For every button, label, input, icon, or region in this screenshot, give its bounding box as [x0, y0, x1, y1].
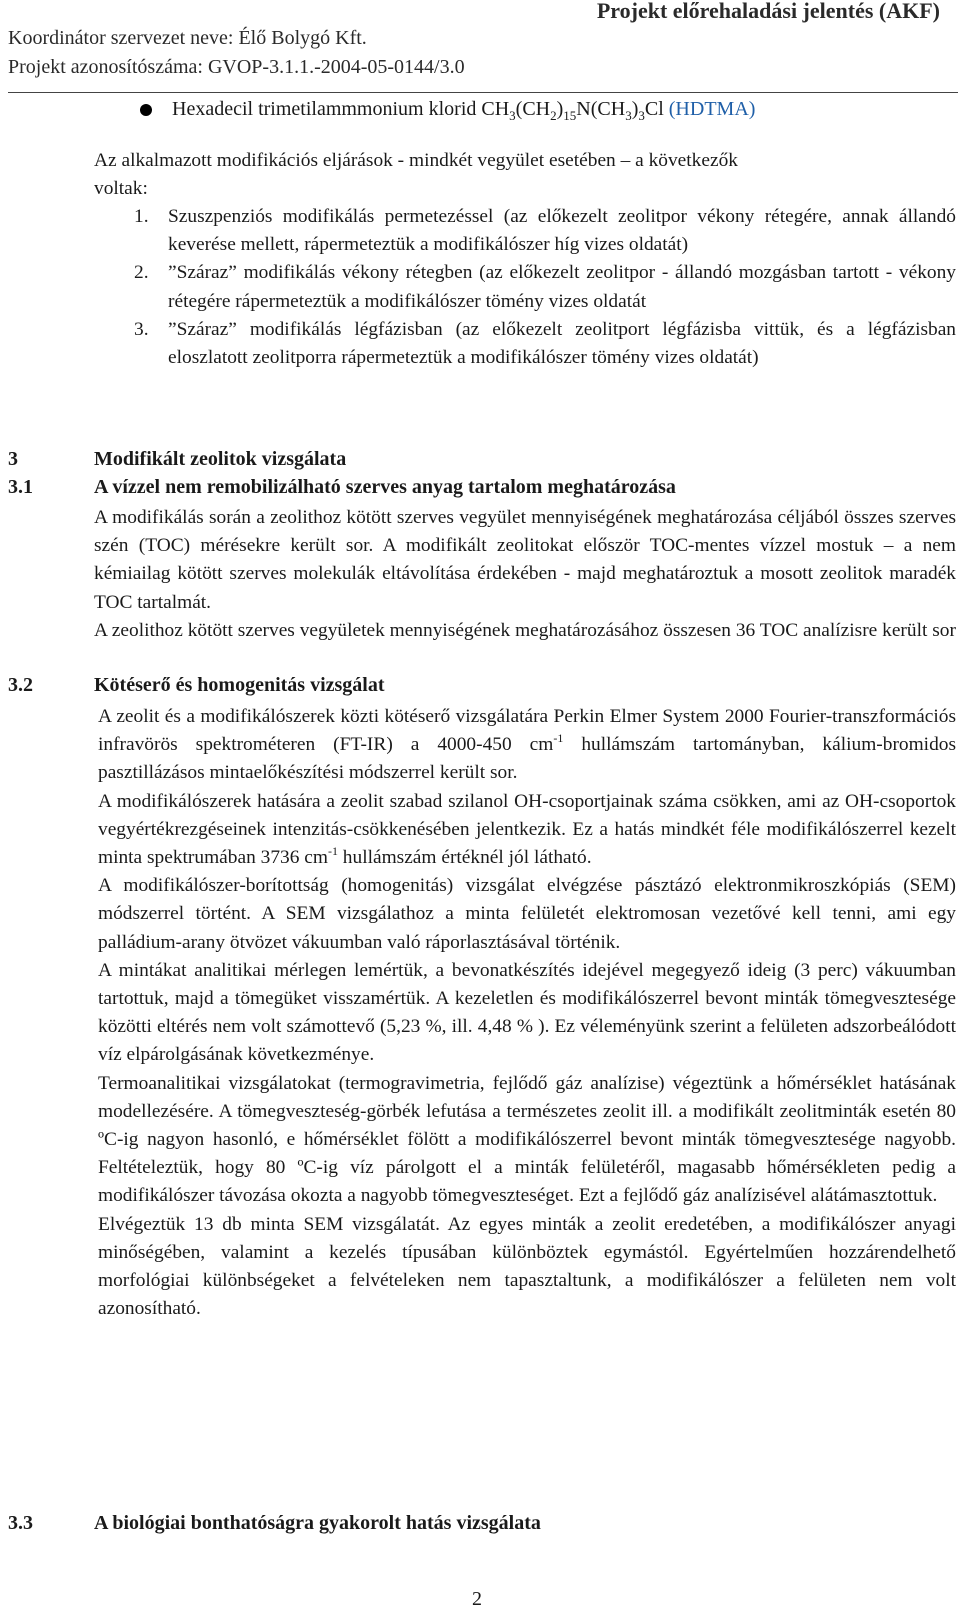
paragraph: A modifikálószerek hatására a zeolit szabad szilanol OH-csoportjainak száma csökken, ami az OH-csoportok vegyértékrezgéseinek intenzitás-csökkenésében jelentkezik. Ez a hatás mindkét féle modifikálószerrel kezelt minta spektrumában 3736 $cm^{-1}$ hullámszám értéknél jól látható.: [98, 790, 956, 869]
bullet-dot: [140, 104, 152, 116]
section-3-3-title: A biológiai bonthatóságra gyakorolt hatás vizsgálata: [94, 1512, 541, 1534]
method-item: 1. Szuszpenziós modifikálás permetezéssel (az előkezelt zeolitpor vékony rétegére, annak állandó keverése mellett, rápermeteztük a modifikálószer híg vizes oldatát): [134, 206, 956, 256]
paragraph: A zeolit és a modifikálószerek közti kötéserő vizsgálatára Perkin Elmer System 2000 Fourier-transzformációs infravörös spektrométeren (FT-IR) a 4000-450 $cm^{-1}$ hullámszám tartományban, kálium-bromidos pasztillázásos mintaelőkészítési módszerrel került sor.: [98, 706, 956, 784]
paragraph: A mintákat analitikai mérlegen lemértük, a bevonatkészítés idejével megegyező ideig (3 perc) vákuumban tartottuk, majd a tömegüket visszamértük. A kezeletlen és modifikálószerrel bevont minták tömegvesztesége közötti eltérés nem volt számottevő (5,23 %, ill. 4,48 % ). Ez véleményünk szerint a felületen adszorbeálódott víz elpárolgásának következménye.: [98, 959, 956, 1066]
section-3-2-title: Kötéserő és homogenitás vizsgálat: [94, 674, 385, 696]
section-3-1-body: [94, 504, 956, 645]
paragraph: A modifikálószer-borítottság (homogenitás) vizsgálat elvégzése pásztázó elektronmikroszkópiás (SEM) módszerrel történt. A SEM vizsgálathoz a minta felületét elektromosan vezetővé kell tenni, ami egy palládium-arany ötvözet vákuumban való ráporlasztásával történik.: [98, 875, 956, 953]
hdtma-abbr: (HDTMA): [668, 98, 756, 120]
header-rule: [8, 92, 958, 93]
coordinator-line: Koordinátor szervezet neve: Élő Bolygó Kft.: [8, 27, 367, 49]
paragraph: Elvégeztük 13 db minta SEM vizsgálatát. Az egyes minták a zeolit eredetében, a modifikálószer anyagi minőségében, valamint a kezelés típusában különböztek egymástól. Egyértelműen hozzárendelhető morfológiai különbségeket a felvételeken nem tapasztaltunk, a modifikálószer a felületen nem volt azonosítható.: [98, 1213, 956, 1320]
section-3-number: 3: [8, 448, 18, 470]
section-3-3-number: 3.3: [8, 1512, 33, 1534]
page-number: 2: [472, 1588, 482, 1610]
section-3-1-number: 3.1: [8, 476, 33, 498]
method-item: 3. ”Száraz” modifikálás légfázisban (az előkezelt zeolitport légfázisba vittük, és a légfázisban eloszlatott zeolitporra rápermeteztük a modifikálószer tömény vizes oldatát): [134, 318, 956, 369]
report-title: Projekt előrehaladási jelentés (AKF): [596, 0, 940, 23]
section-3-title: Modifikált zeolitok vizsgálata: [94, 448, 347, 470]
project-id-line: Projekt azonosítószáma: GVOP-3.1.1.-2004-05-0144/3.0: [8, 56, 465, 78]
paragraph: Termoanalitikai vizsgálatokat (termogravimetria, fejlődő gáz analízise) végeztünk a hőmérséklet hatásának modellezésére. A tömegveszteség-görbék lefutása a természetes zeolit ill. a modifikált zeolitminták esetén 80 ºC-ig nagyon hasonló, e hőmérséklet fölött a modifikálószerrel bevont minták tömegvesztesége nagyobb. Feltételeztük, hogy 80 ºC-ig víz párolgott el a minták felületéről, magasabb hőmérsékleten pedig a modifikálószer távozása okozta a nagyobb tömegveszteséget. Ezt a fejlődő gáz analízisével alátámasztottuk.: [98, 1072, 956, 1207]
paragraph: A modifikálás során a zeolithoz kötött szerves vegyület mennyiségének meghatározása céljából összes szerves szén (TOC) mérésekre került sor. A modifikált zeolitokat először TOC-mentes vízzel mostuk – a nem kémiailag kötött szerves molekulák eltávolítása érdekében - majd meghatároztuk a mosott zeolitok maradék TOC tartalmát.: [94, 507, 956, 613]
bullet-item: Hexadecil trimetilammmonium klorid $CH_3(CH_2)_{15}N(CH_3)_3Cl$ (HDTMA): [172, 98, 756, 123]
section-3-2-body: [98, 703, 956, 1323]
method-item: 2. ”Száraz” modifikálás vékony rétegben (az előkezelt zeolitpor - állandó mozgásban tartott - vékony rétegére rápermeteztük a modifikálószer tömény vizes oldatát: [134, 262, 956, 312]
methods-list: [134, 203, 956, 372]
section-3-2-number: 3.2: [8, 674, 33, 696]
section-3-1-title: A vízzel nem remobilizálható szerves anyag tartalom meghatározása: [94, 476, 676, 498]
paragraph: A zeolithoz kötött szerves vegyületek mennyiségének meghatározásához összesen 36 TOC analízisre került sor: [94, 619, 956, 641]
intro-text: Az alkalmazott modifikációs eljárások - mindkét vegyület esetében – a következők voltak:: [94, 150, 738, 200]
